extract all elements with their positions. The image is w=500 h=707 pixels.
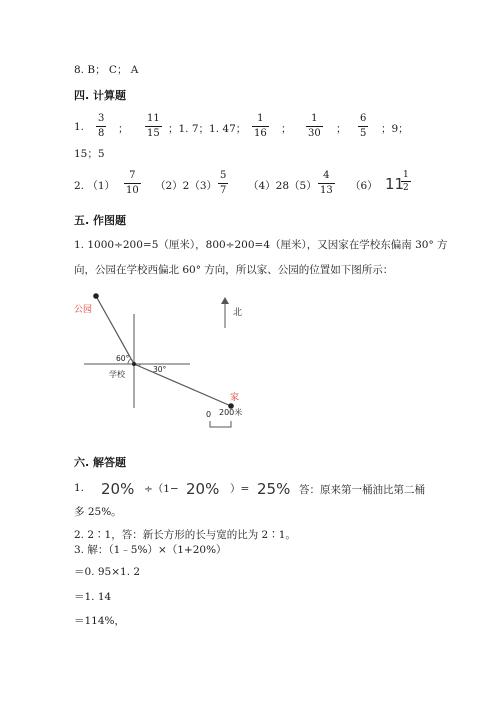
- angle-60-label: 60°: [116, 354, 130, 363]
- tail-answers: ；9；: [381, 123, 409, 135]
- a6-3-line4: ＝114%，: [74, 615, 126, 627]
- answer-text: 答：原来第一桶油比第二桶: [299, 484, 425, 496]
- numerator: 1: [311, 113, 318, 124]
- school-point: [132, 362, 136, 366]
- north-label: 北: [233, 308, 243, 318]
- numerator: 11: [147, 113, 160, 124]
- separator: ；: [281, 123, 292, 135]
- separator: ；: [118, 123, 129, 135]
- numerator: 1: [403, 170, 409, 180]
- line-school-to-home: [134, 364, 231, 406]
- answer-text-line2: 多 25%。: [74, 506, 122, 518]
- q4-1-number: 1.: [74, 121, 85, 133]
- section-title-calculation: 四. 计算题: [74, 89, 127, 102]
- scale-bar: [210, 421, 231, 427]
- denominator: 8: [98, 128, 105, 139]
- numerator: 5: [220, 170, 227, 181]
- numerator: 6: [360, 113, 367, 124]
- denominator: 5: [360, 128, 367, 139]
- scale-zero-label: 0: [206, 410, 212, 419]
- numerator: 4: [323, 170, 330, 181]
- drawing-explanation-line1: 1. 1000÷200=5（厘米），800÷200=4（厘米），又因家在学校东偏南 30° 方: [74, 239, 448, 251]
- denominator: 2: [403, 183, 409, 193]
- denominator: 13: [320, 185, 333, 196]
- equals-operator: ）=: [230, 483, 250, 495]
- section-title-drawing: 五. 作图题: [74, 214, 127, 227]
- denominator: 7: [220, 185, 227, 196]
- separator: ；: [336, 123, 347, 135]
- mixed-number-whole: 11: [385, 175, 405, 193]
- park-label: 公园: [74, 305, 93, 315]
- park-point: [93, 293, 99, 299]
- a6-1-number: 1.: [74, 482, 85, 494]
- division-operator: ÷（1−: [144, 483, 179, 495]
- decimal-answers: ；1. 7；1. 47；: [168, 123, 247, 135]
- north-arrow-icon: [221, 297, 229, 304]
- q4-2-parts-4-5: （4）28（5）: [248, 180, 317, 192]
- a6-3-line3: ＝1. 14: [74, 591, 112, 603]
- numerator: 3: [98, 113, 105, 124]
- a6-3-line2: ＝0. 95×1. 2: [74, 566, 141, 578]
- denominator: 30: [308, 128, 321, 139]
- q4-1-line2: 15；5: [74, 148, 105, 160]
- a6-2-answer: 2. 2∶1，答：新长方形的长与宽的比为 2∶1。: [74, 529, 296, 541]
- q4-2-part-6: （6）: [350, 180, 378, 192]
- answer-line-8: 8. B； C； A: [74, 64, 139, 76]
- a6-3-line1: 3. 解：（1﹣5%）×（1+20%）: [74, 544, 227, 556]
- percent-25: 25%: [257, 480, 291, 498]
- q4-2-parts-2-3: （2）2（3）: [155, 180, 218, 192]
- denominator: 15: [147, 128, 160, 139]
- percent-20-b: 20%: [186, 480, 220, 498]
- school-label: 学校: [109, 370, 125, 379]
- angle-30-label: 30°: [153, 365, 167, 374]
- denominator: 16: [254, 128, 267, 139]
- percent-20-a: 20%: [101, 480, 135, 498]
- numerator: 7: [129, 170, 136, 181]
- drawing-explanation-line2: 向，公园在学校西偏北 60° 方向，所以家、公园的位置如下图所示：: [74, 264, 394, 276]
- q4-2-number: 2. （1）: [74, 180, 116, 192]
- home-label: 家: [230, 393, 240, 403]
- denominator: 10: [126, 185, 139, 196]
- numerator: 1: [257, 113, 264, 124]
- scale-length-label: 200米: [219, 408, 243, 417]
- section-title-word-problems: 六. 解答题: [74, 456, 127, 469]
